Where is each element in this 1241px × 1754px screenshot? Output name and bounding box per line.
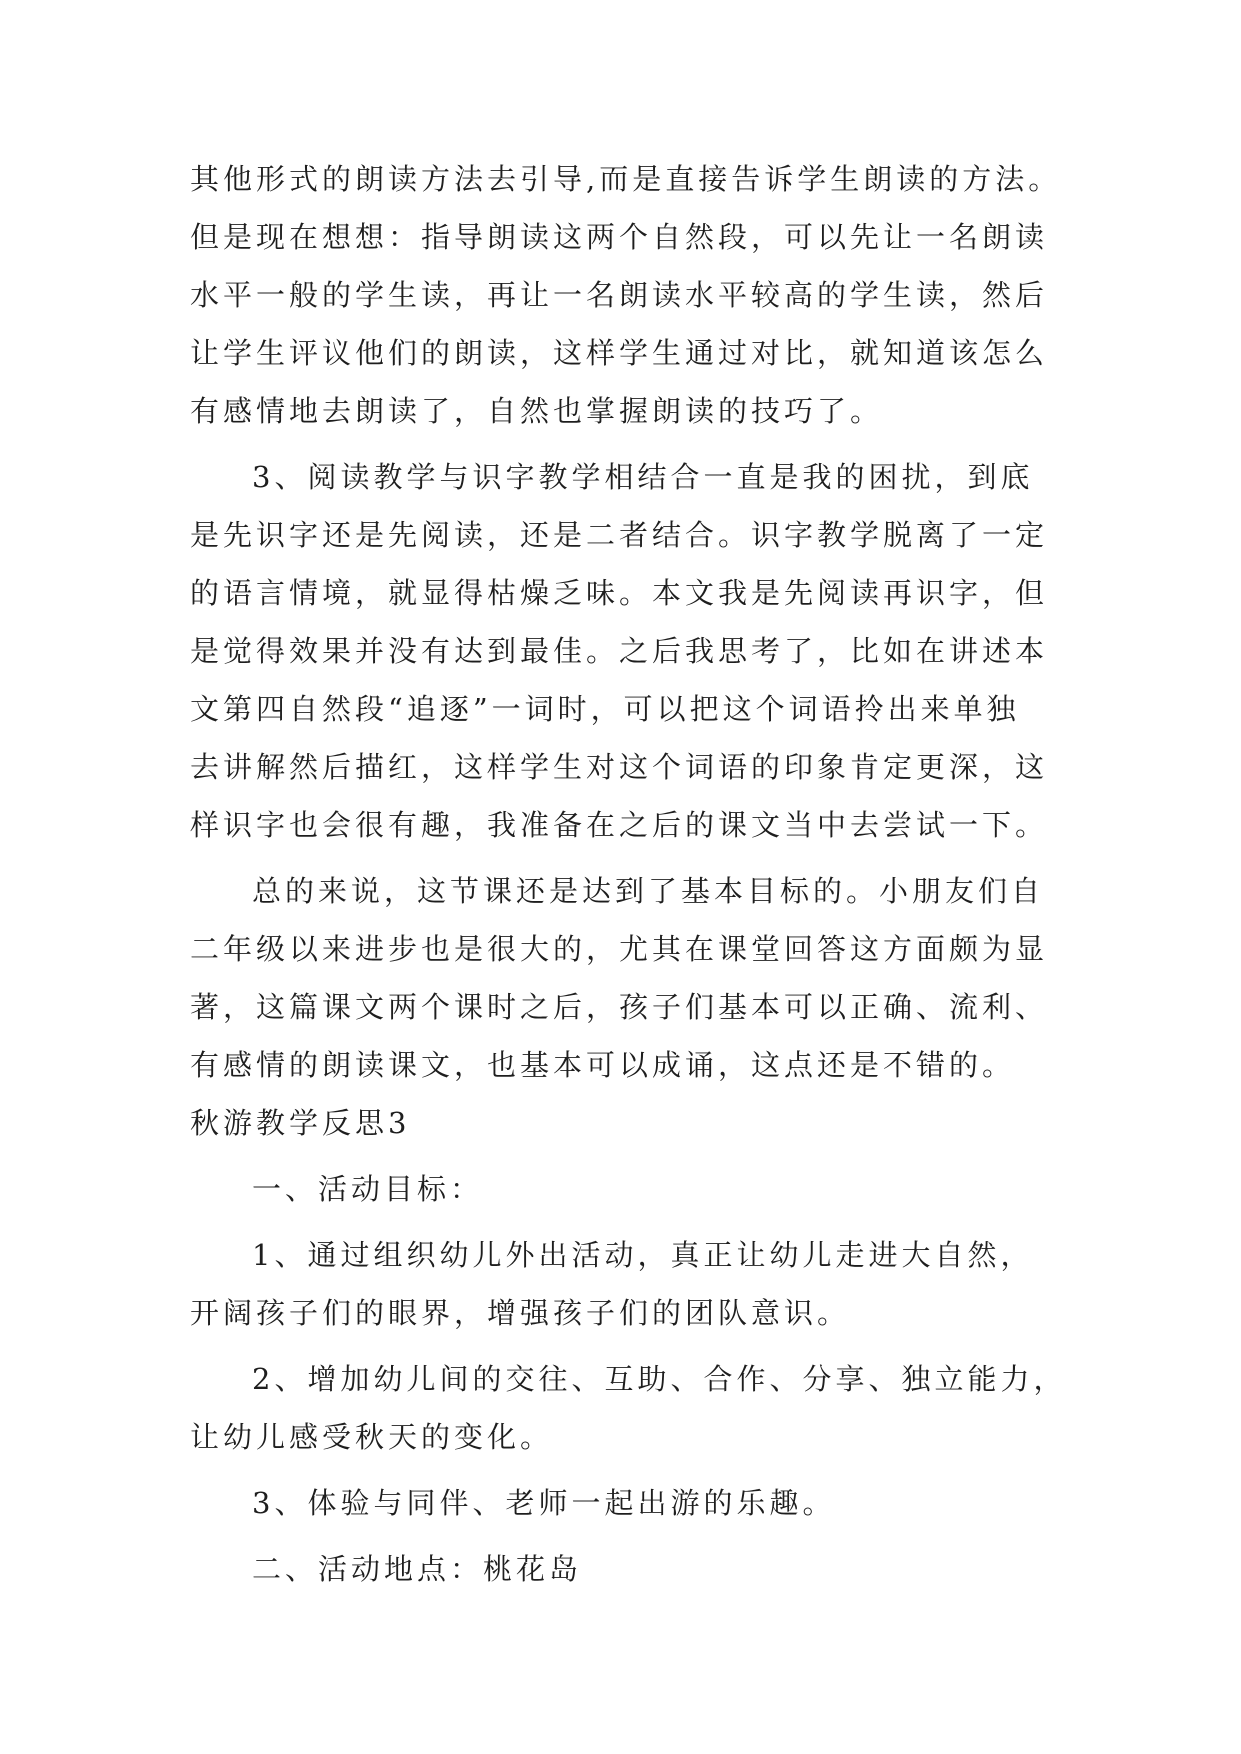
- activity-goals-heading: [190, 1160, 1090, 1218]
- text-line: 1、通过组织幼儿外出活动，真正让幼儿走进大自然，: [252, 1238, 1034, 1272]
- paragraph-reading-and-literacy: [190, 448, 1090, 854]
- text-line: 著，这篇课文两个课时之后，孩子们基本可以正确、流利、: [190, 990, 1049, 1024]
- text-line: 样识字也会很有趣，我准备在之后的课文当中去尝试一下。: [190, 808, 1049, 842]
- paragraph-summary: [190, 862, 1090, 1094]
- text-line: 二、活动地点：桃花岛: [252, 1552, 583, 1586]
- text-line: 有感情地去朗读了，自然也掌握朗读的技巧了。: [190, 394, 884, 428]
- goal-item-1: [190, 1226, 1090, 1342]
- text-line: 有感情的朗读课文，也基本可以成诵，这点还是不错的。: [190, 1048, 1016, 1082]
- text-line: 文第四自然段“追逐”一词时，可以把这个词语拎出来单独: [190, 692, 1020, 726]
- text-line: 开阔孩子们的眼界，增强孩子们的团队意识。: [190, 1296, 851, 1330]
- text-line: 去讲解然后描红，这样学生对这个词语的印象肯定更深，这: [190, 750, 1049, 784]
- goal-item-2: [190, 1350, 1090, 1466]
- activity-location: [190, 1540, 1090, 1598]
- text-line: 3、阅读教学与识字教学相结合一直是我的困扰，到底: [252, 460, 1034, 494]
- text-line: 水平一般的学生读，再让一名朗读水平较高的学生读，然后: [190, 278, 1049, 312]
- text-line: 的语言情境，就显得枯燥乏味。本文我是先阅读再识字，但: [190, 576, 1049, 610]
- text-line: 是先识字还是先阅读，还是二者结合。识字教学脱离了一定: [190, 518, 1049, 552]
- document-body: [190, 150, 1090, 1598]
- section-heading: [190, 1094, 1090, 1152]
- text-line: 让幼儿感受秋天的变化。: [190, 1420, 554, 1454]
- text-line: 其他形式的朗读方法去引导,而是直接告诉学生朗读的方法。: [190, 162, 1062, 196]
- text-line: 2、增加幼儿间的交往、互助、合作、分享、独立能力，: [252, 1362, 1067, 1396]
- text-line: 3、体验与同伴、老师一起出游的乐趣。: [252, 1486, 836, 1520]
- text-line: 是觉得效果并没有达到最佳。之后我思考了，比如在讲述本: [190, 634, 1049, 668]
- text-line: 但是现在想想：指导朗读这两个自然段，可以先让一名朗读: [190, 220, 1049, 254]
- text-line: 一、活动目标：: [252, 1172, 484, 1206]
- text-line: 二年级以来进步也是很大的，尤其在课堂回答这方面颇为显: [190, 932, 1049, 966]
- text-line: 让学生评议他们的朗读，这样学生通过对比，就知道该怎么: [190, 336, 1049, 370]
- text-line: 总的来说，这节课还是达到了基本目标的。小朋友们自: [252, 874, 1045, 908]
- goal-item-3: [190, 1474, 1090, 1532]
- paragraph-reading-guidance: [190, 150, 1090, 440]
- section-title: 秋游教学反思3: [190, 1106, 411, 1140]
